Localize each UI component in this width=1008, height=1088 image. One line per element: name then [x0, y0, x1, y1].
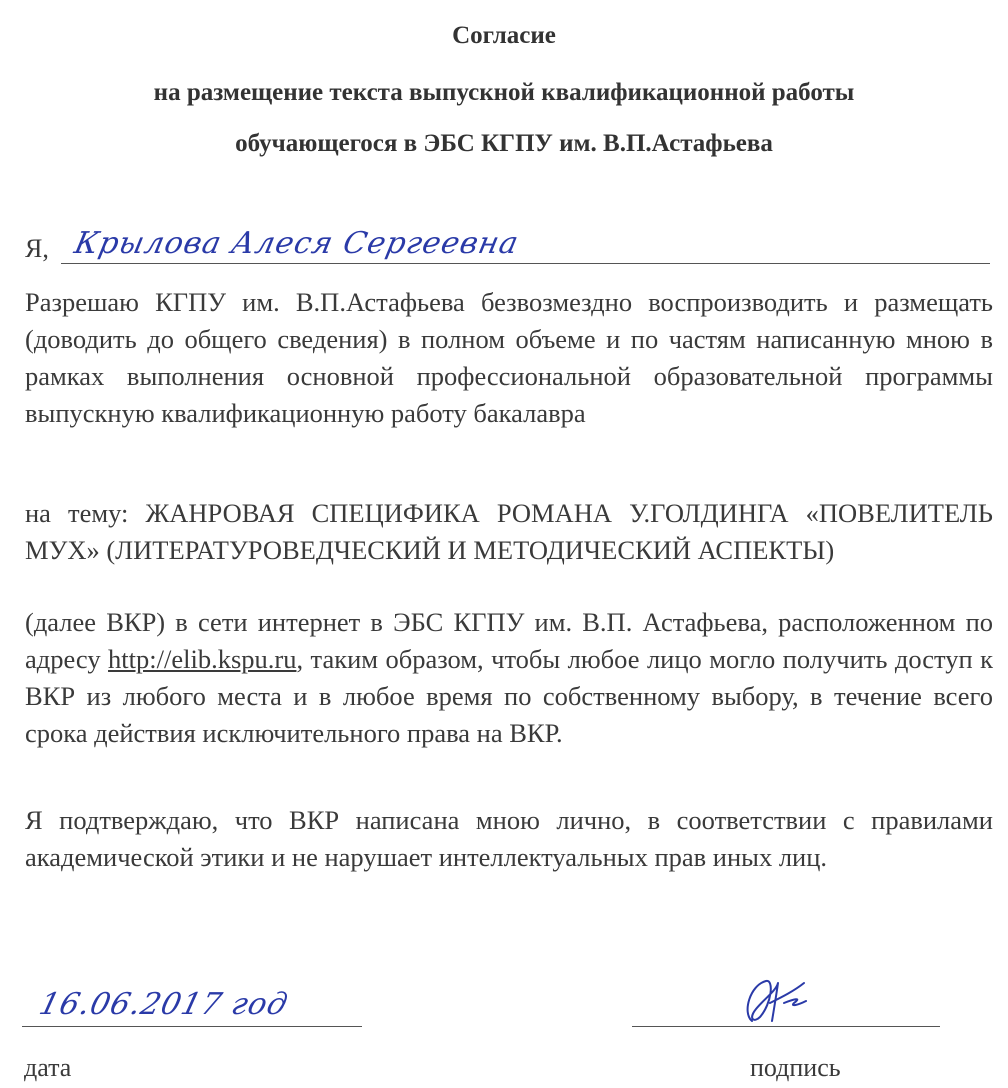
terms-text-before-link: (далее ВКР) в сети интернет в ЭБС КГПУ им. В.П. Астафьева, расположенном по адресу: [25, 607, 993, 674]
document-subtitle-line1: на размещение текста выпускной квалификационной работы: [153, 79, 855, 106]
date-underline: [22, 1026, 362, 1027]
confirmation-paragraph: Я подтверждаю, что ВКР написана мною лично, в соответствии с правилами академической этики и не нарушает интеллектуальных прав иных лиц.: [25, 805, 993, 872]
declarant-name-row: [25, 228, 990, 268]
date-label: дата: [24, 1053, 72, 1082]
document-title: Согласие: [452, 22, 556, 49]
elib-link[interactable]: http://elib.kspu.ru: [108, 644, 297, 674]
declarant-prefix: Я,: [25, 234, 49, 263]
document-subtitle-line2: обучающегося в ЭБС КГПУ им. В.П.Астафьева: [235, 130, 773, 157]
publication-terms-paragraph: [25, 604, 993, 752]
signature-underline: [632, 1026, 940, 1027]
terms-text-after-link: , таким образом, чтобы любое лицо могло получить доступ к ВКР из любого места и в любое время по собственному выбору, в течение всего срока действия исключительного права на ВКР.: [25, 644, 993, 748]
handwritten-date: 16.06.2017 год: [35, 987, 292, 1022]
handwritten-signature-icon: [732, 973, 842, 1029]
name-underline: [61, 263, 990, 264]
permission-paragraph: Разрешаю КГПУ им. В.П.Астафьева безвозмездно воспроизводить и размещать (доводить до общего сведения) в полном объеме и по частям написанную мною в рамках выполнения основной профессиональной образовательной программы выпускную квалификационную работу бакалавра: [25, 287, 993, 428]
handwritten-name: Крылова Алеся Сергеевна: [71, 226, 523, 261]
thesis-topic-paragraph: на тему: ЖАНРОВАЯ СПЕЦИФИКА РОМАНА У.ГОЛДИНГА «ПОВЕЛИТЕЛЬ МУХ» (ЛИТЕРАТУРОВЕДЧЕСКИЙ И МЕТОДИЧЕСКИЙ АСПЕКТЫ): [25, 498, 993, 565]
signature-label: подпись: [750, 1053, 841, 1082]
